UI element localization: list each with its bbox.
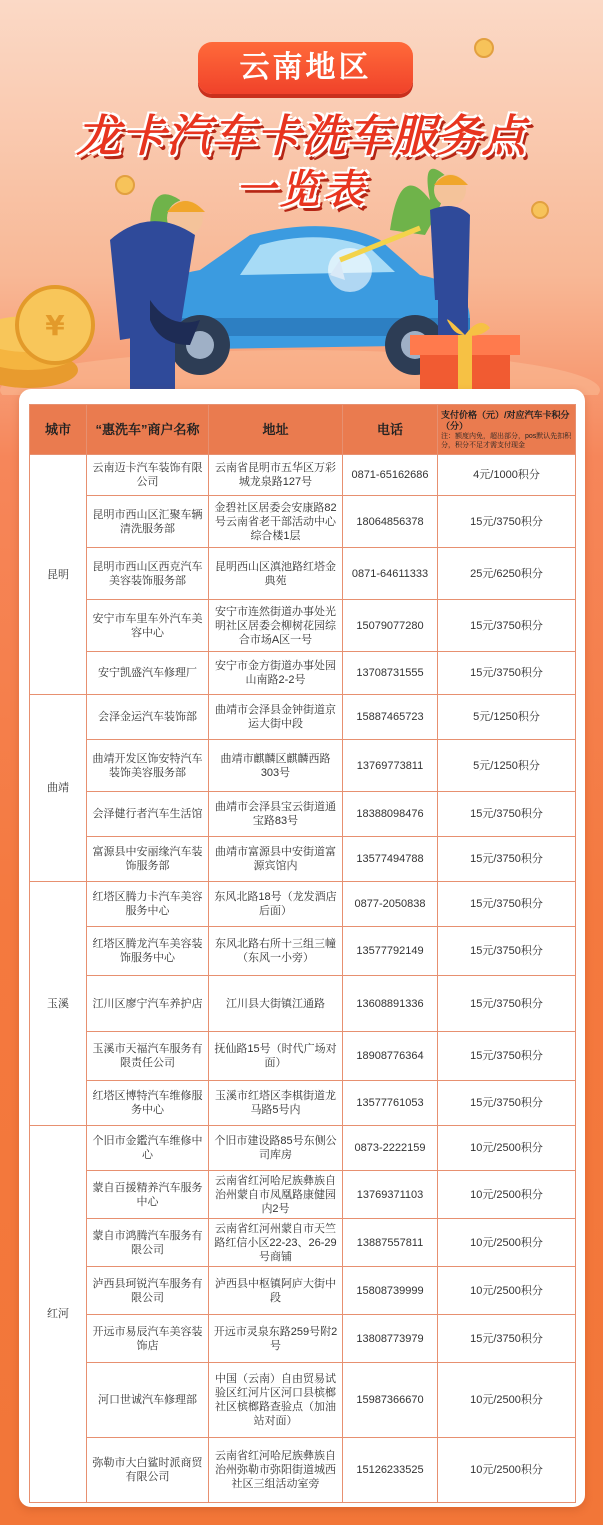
merchant-name-cell: 泸西县珂锐汽车服务有限公司 <box>87 1267 209 1315</box>
phone-cell: 0873-2222159 <box>343 1126 438 1171</box>
table-row <box>30 455 576 496</box>
phone-cell: 18064856378 <box>343 496 438 548</box>
table-row <box>30 976 576 1032</box>
price-cell: 15元/3750积分 <box>438 1081 576 1126</box>
table-row <box>30 652 576 695</box>
price-cell: 25元/6250积分 <box>438 548 576 600</box>
address-cell: 安宁市金方街道办事处园山南路2-2号 <box>209 652 343 695</box>
phone-cell: 13577494788 <box>343 837 438 882</box>
price-cell: 10元/2500积分 <box>438 1363 576 1438</box>
address-cell: 金碧社区居委会安康路82号云南省老干部活动中心综合楼1层 <box>209 496 343 548</box>
phone-cell: 0871-65162686 <box>343 455 438 496</box>
table-row <box>30 882 576 927</box>
table-row <box>30 792 576 837</box>
coin-icon <box>475 39 493 57</box>
table-row <box>30 496 576 548</box>
table-row <box>30 600 576 652</box>
phone-cell: 13708731555 <box>343 652 438 695</box>
header-address: 地址 <box>209 405 343 455</box>
address-cell: 昆明西山区滇池路红塔金典苑 <box>209 548 343 600</box>
price-cell: 15元/3750积分 <box>438 1315 576 1363</box>
table-row <box>30 1032 576 1081</box>
city-cell: 玉溪 <box>30 882 87 1126</box>
svg-text:¥: ¥ <box>45 309 65 342</box>
price-cell: 15元/3750积分 <box>438 652 576 695</box>
merchant-name-cell: 弥勒市大白鲨时派商贸有限公司 <box>87 1438 209 1503</box>
price-cell: 10元/2500积分 <box>438 1267 576 1315</box>
phone-cell: 13577792149 <box>343 927 438 976</box>
price-cell: 15元/3750积分 <box>438 496 576 548</box>
address-cell: 江川县大街镇江通路 <box>209 976 343 1032</box>
address-cell: 曲靖市会泽县宝云街道通宝路83号 <box>209 792 343 837</box>
address-cell: 云南省红河州蒙自市天竺路红信小区22-23、26-29号商铺 <box>209 1219 343 1267</box>
header-phone: 电话 <box>343 405 438 455</box>
table-row <box>30 695 576 740</box>
header-price <box>438 405 576 455</box>
price-cell: 15元/3750积分 <box>438 927 576 976</box>
price-cell: 15元/3750积分 <box>438 976 576 1032</box>
merchant-name-cell: 个旧市金鑑汽车维修中心 <box>87 1126 209 1171</box>
merchant-name-cell: 河口世诚汽车修理部 <box>87 1363 209 1438</box>
table-row <box>30 1267 576 1315</box>
address-cell: 曲靖市麒麟区麒麟西路303号 <box>209 740 343 792</box>
table-row <box>30 1438 576 1503</box>
merchant-name-cell: 云南迈卡汽车装饰有限公司 <box>87 455 209 496</box>
price-cell: 5元/1250积分 <box>438 740 576 792</box>
page-subtitle: 一览表 <box>235 168 368 212</box>
header-price-label: 支付价格（元）/对应汽车卡积分（分） <box>441 409 570 431</box>
address-cell: 安宁市连然街道办事处光明社区居委会柳树花园综合市场A区一号 <box>209 600 343 652</box>
table-row <box>30 740 576 792</box>
merchant-name-cell: 开远市易辰汽车美容装饰店 <box>87 1315 209 1363</box>
phone-cell: 15079077280 <box>343 600 438 652</box>
phone-cell: 18388098476 <box>343 792 438 837</box>
table-row <box>30 1219 576 1267</box>
phone-cell: 18908776364 <box>343 1032 438 1081</box>
merchant-name-cell: 安宁凯盛汽车修理厂 <box>87 652 209 695</box>
table-row <box>30 1126 576 1171</box>
price-cell: 15元/3750积分 <box>438 837 576 882</box>
phone-cell: 0877-2050838 <box>343 882 438 927</box>
address-cell: 抚仙路15号（时代广场对面） <box>209 1032 343 1081</box>
price-cell: 5元/1250积分 <box>438 695 576 740</box>
address-cell: 个旧市建设路85号东侧公司库房 <box>209 1126 343 1171</box>
price-cell: 10元/2500积分 <box>438 1438 576 1503</box>
header-merchant: “惠洗车”商户名称 <box>87 405 209 455</box>
table-row <box>30 1171 576 1219</box>
price-cell: 15元/3750积分 <box>438 792 576 837</box>
phone-cell: 13577761053 <box>343 1081 438 1126</box>
table-row <box>30 927 576 976</box>
hero-banner <box>0 0 603 395</box>
price-cell: 15元/3750积分 <box>438 882 576 927</box>
address-cell: 云南省红河哈尼族彝族自治州蒙自市凤凰路康健园内2号 <box>209 1171 343 1219</box>
city-cell: 曲靖 <box>30 695 87 882</box>
page-title: 龙卡汽车卡洗车服务点 <box>76 112 527 161</box>
phone-cell: 15126233525 <box>343 1438 438 1503</box>
merchant-name-cell: 安宁市车里车外汽车美容中心 <box>87 600 209 652</box>
merchant-name-cell: 昆明市西山区西克汽车美容装饰服务部 <box>87 548 209 600</box>
merchant-name-cell: 曲靖开发区饰安特汽车装饰美容服务部 <box>87 740 209 792</box>
city-cell: 昆明 <box>30 455 87 695</box>
phone-cell: 13769371103 <box>343 1171 438 1219</box>
merchant-name-cell: 昆明市西山区汇聚车辆清洗服务部 <box>87 496 209 548</box>
merchant-name-cell: 蒙自市鸿腾汽车服务有限公司 <box>87 1219 209 1267</box>
merchant-name-cell: 红塔区腾龙汽车美容装饰服务中心 <box>87 927 209 976</box>
service-point-table <box>29 404 576 1503</box>
address-cell: 云南省红河哈尼族彝族自治州弥勒市弥阳街道城西社区三组活动室旁 <box>209 1438 343 1503</box>
phone-cell: 15887465723 <box>343 695 438 740</box>
merchant-name-cell: 玉溪市天福汽车服务有限责任公司 <box>87 1032 209 1081</box>
header-price-note: 注：额度内免，超出部分，pos默认先扣积分，积分不足才需支付现金 <box>441 432 572 449</box>
merchant-name-cell: 红塔区腾力卡汽车美容服务中心 <box>87 882 209 927</box>
service-table-card <box>19 389 585 1507</box>
table-header-row <box>30 405 576 455</box>
phone-cell: 13887557811 <box>343 1219 438 1267</box>
table-row <box>30 1363 576 1438</box>
phone-cell: 13769773811 <box>343 740 438 792</box>
region-badge: 云南地区 <box>198 42 413 94</box>
address-cell: 开远市灵泉东路259号附2号 <box>209 1315 343 1363</box>
table-row <box>30 1315 576 1363</box>
merchant-name-cell: 蒙自百援精养汽车服务中心 <box>87 1171 209 1219</box>
address-cell: 东风北路18号（龙发酒店后面） <box>209 882 343 927</box>
phone-cell: 0871-64611333 <box>343 548 438 600</box>
merchant-name-cell: 红塔区博特汽车维修服务中心 <box>87 1081 209 1126</box>
header-city: 城市 <box>30 405 87 455</box>
merchant-name-cell: 富源县中安丽缘汽车装饰服务部 <box>87 837 209 882</box>
table-row <box>30 1081 576 1126</box>
price-cell: 15元/3750积分 <box>438 1032 576 1081</box>
address-cell: 中国（云南）自由贸易试验区红河片区河口县槟榔社区槟榔路查验点（加油站对面） <box>209 1363 343 1438</box>
phone-cell: 15808739999 <box>343 1267 438 1315</box>
price-cell: 10元/2500积分 <box>438 1219 576 1267</box>
address-cell: 东风北路右所十三组三幢（东风一小旁） <box>209 927 343 976</box>
address-cell: 泸西县中枢镇阿庐大街中段 <box>209 1267 343 1315</box>
merchant-name-cell: 会泽健行者汽车生活馆 <box>87 792 209 837</box>
table-row <box>30 548 576 600</box>
price-cell: 15元/3750积分 <box>438 600 576 652</box>
phone-cell: 15987366670 <box>343 1363 438 1438</box>
merchant-name-cell: 会泽金运汽车装饰部 <box>87 695 209 740</box>
phone-cell: 13608891336 <box>343 976 438 1032</box>
merchant-name-cell: 江川区廖宁汽车养护店 <box>87 976 209 1032</box>
address-cell: 云南省昆明市五华区万彩城龙泉路127号 <box>209 455 343 496</box>
table-row <box>30 837 576 882</box>
phone-cell: 13808773979 <box>343 1315 438 1363</box>
address-cell: 曲靖市富源县中安街道富源宾馆内 <box>209 837 343 882</box>
price-cell: 4元/1000积分 <box>438 455 576 496</box>
price-cell: 10元/2500积分 <box>438 1126 576 1171</box>
table-body <box>30 455 576 1503</box>
city-cell: 红河 <box>30 1126 87 1503</box>
price-cell: 10元/2500积分 <box>438 1171 576 1219</box>
address-cell: 曲靖市会泽县金钟街道京运大街中段 <box>209 695 343 740</box>
address-cell: 玉溪市红塔区李棋街道龙马路5号内 <box>209 1081 343 1126</box>
